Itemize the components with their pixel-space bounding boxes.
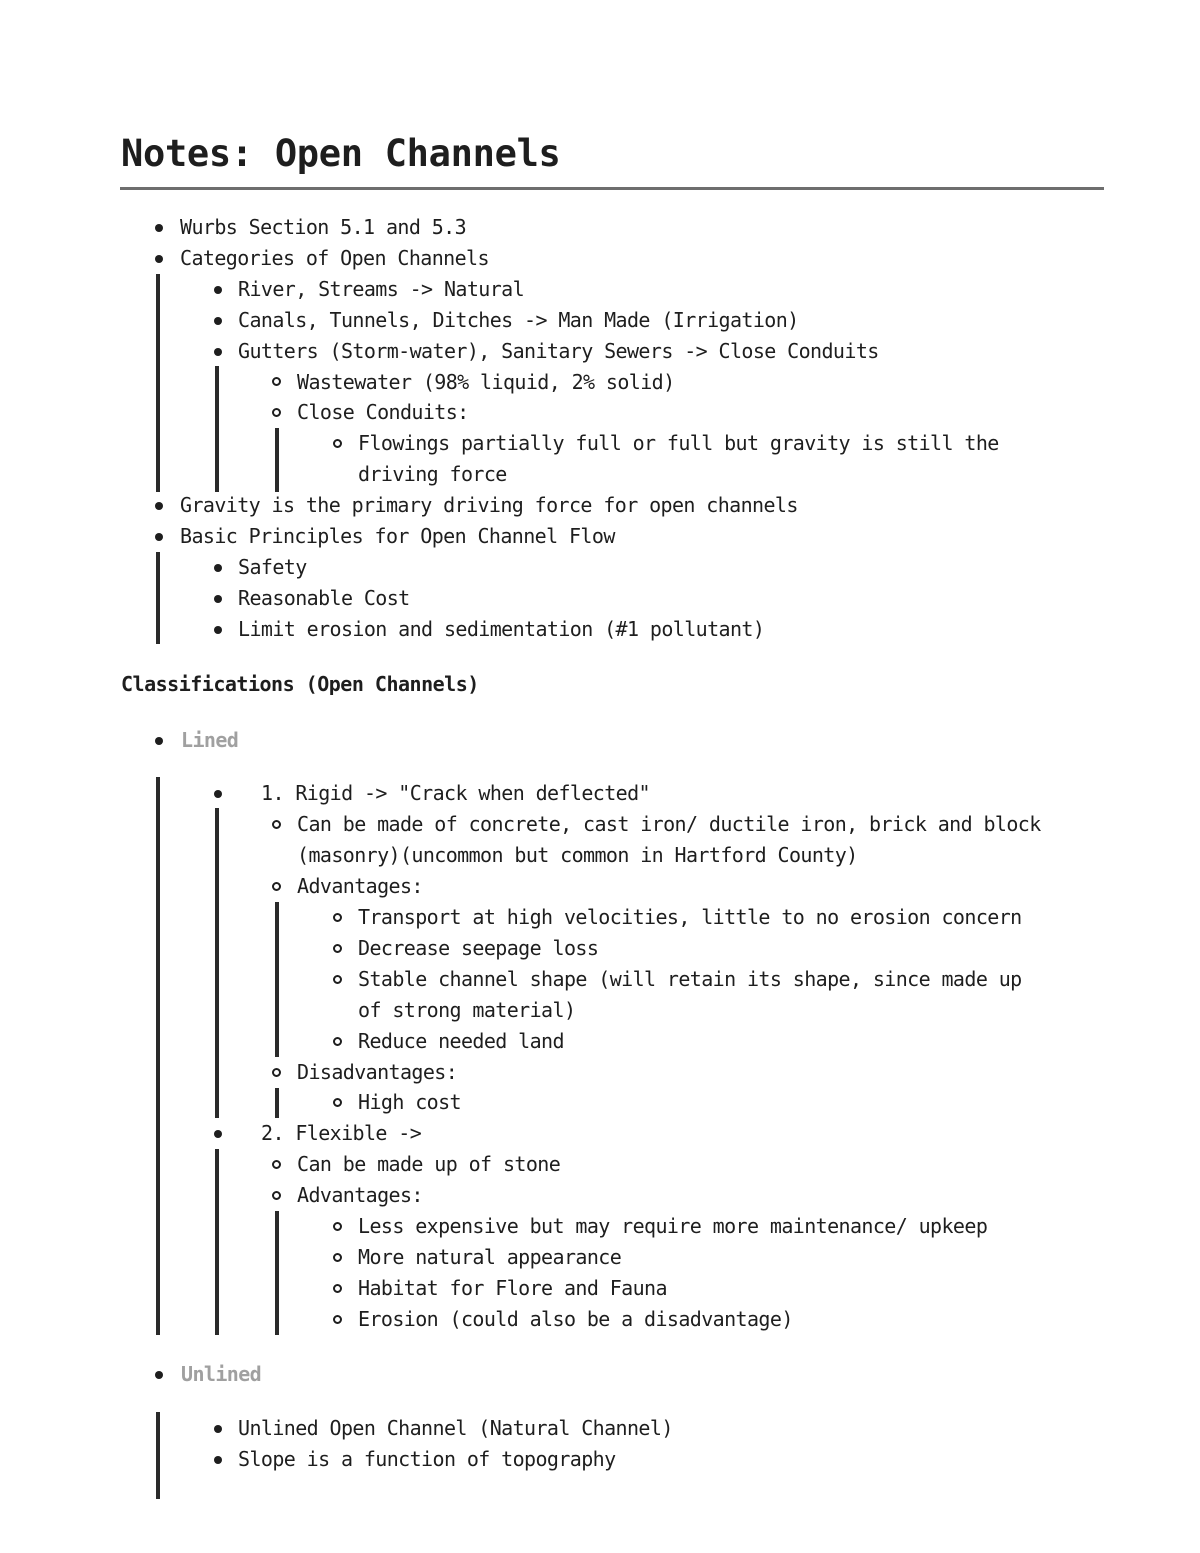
list-item: Habitat for Flore and Fauna [358,1276,667,1300]
list-item: Wurbs Section 5.1 and 5.3 [180,215,467,239]
bullet-disc [155,533,163,541]
bullet-circle [272,820,281,829]
bullet-disc [214,1456,222,1464]
bullet-disc [214,626,222,634]
bullet-circle [333,913,342,922]
list-item-toggle[interactable]: 1. Rigid -> "Crack when deflected" [261,781,650,805]
list-item: Reasonable Cost [238,586,410,610]
indent-bar [275,1088,279,1118]
list-item: More natural appearance [358,1245,622,1269]
bullet-circle [272,377,281,386]
bullet-disc [214,317,222,325]
list-item: Transport at high velocities, little to no erosion concern [358,905,1022,929]
list-item: High cost [358,1090,461,1114]
bullet-circle [333,1253,342,1262]
list-item: Slope is a function of topography [238,1447,616,1471]
bullet-circle [333,975,342,984]
bullet-disc [155,1371,163,1379]
indent-bar [275,428,279,492]
section-heading: Classifications (Open Channels) [121,672,479,696]
bullet-disc [155,737,163,745]
list-item: Less expensive but may require more maintenance/ upkeep [358,1214,988,1238]
bullet-disc [155,224,163,232]
bullet-circle [272,882,281,891]
indent-bar [156,274,160,492]
list-item: Reduce needed land [358,1029,564,1053]
bullet-disc [214,286,222,294]
bullet-disc [214,595,222,603]
list-item: Can be made of concrete, cast iron/ ductile iron, brick and block [297,812,1041,836]
page-title: Notes: Open Channels [121,132,561,175]
list-item-toggle[interactable]: Close Conduits: [297,400,469,424]
bullet-circle [272,408,281,417]
bullet-circle [333,1315,342,1324]
bullet-circle [333,1037,342,1046]
indent-bar [156,777,160,1335]
bullet-disc [214,790,222,798]
list-item: Decrease seepage loss [358,936,599,960]
list-item-continuation: of strong material) [358,998,576,1022]
indent-bar [215,1149,219,1335]
bullet-disc [214,564,222,572]
toggle-unlined[interactable]: Unlined [181,1362,262,1386]
bullet-disc [214,1425,222,1433]
bullet-disc [214,348,222,356]
list-item: Gravity is the primary driving force for open channels [180,493,798,517]
indent-bar [275,902,279,1057]
indent-bar [156,552,160,644]
list-item: River, Streams -> Natural [238,277,525,301]
bullet-circle [272,1191,281,1200]
list-item-toggle[interactable]: Advantages: [297,1183,423,1207]
list-item: Safety [238,555,307,579]
indent-bar [215,366,219,492]
list-item-continuation: (masonry)(uncommon but common in Hartford County) [297,843,858,867]
list-item-toggle[interactable]: Advantages: [297,874,423,898]
list-item-continuation: driving force [358,462,507,486]
bullet-circle [333,1222,342,1231]
list-item: Stable channel shape (will retain its shape, since made up [358,967,1022,991]
list-item-toggle[interactable]: Disadvantages: [297,1060,458,1084]
bullet-circle [333,439,342,448]
toggle-lined[interactable]: Lined [181,728,239,752]
bullet-circle [272,1160,281,1169]
list-item: Canals, Tunnels, Ditches -> Man Made (Irrigation) [238,308,799,332]
list-item-toggle[interactable]: 2. Flexible -> [261,1121,422,1145]
bullet-circle [333,1284,342,1293]
title-divider [120,187,1104,190]
list-item: Unlined Open Channel (Natural Channel) [238,1416,673,1440]
list-item: Wastewater (98% liquid, 2% solid) [297,370,675,394]
indent-bar [215,808,219,1118]
indent-bar [156,1412,160,1499]
list-item: Limit erosion and sedimentation (#1 pollutant) [238,617,765,641]
bullet-disc [155,255,163,263]
bullet-circle [272,1068,281,1077]
list-item-toggle[interactable]: Categories of Open Channels [180,246,489,270]
list-item-toggle[interactable]: Basic Principles for Open Channel Flow [180,524,615,548]
bullet-circle [333,944,342,953]
bullet-circle [333,1098,342,1107]
list-item-toggle[interactable]: Gutters (Storm-water), Sanitary Sewers -> Close Conduits [238,339,879,363]
bullet-disc [214,1130,222,1138]
list-item: Flowings partially full or full but gravity is still the [358,431,999,455]
bullet-disc [155,502,163,510]
list-item: Can be made up of stone [297,1152,561,1176]
indent-bar [275,1211,279,1335]
list-item: Erosion (could also be a disadvantage) [358,1307,793,1331]
